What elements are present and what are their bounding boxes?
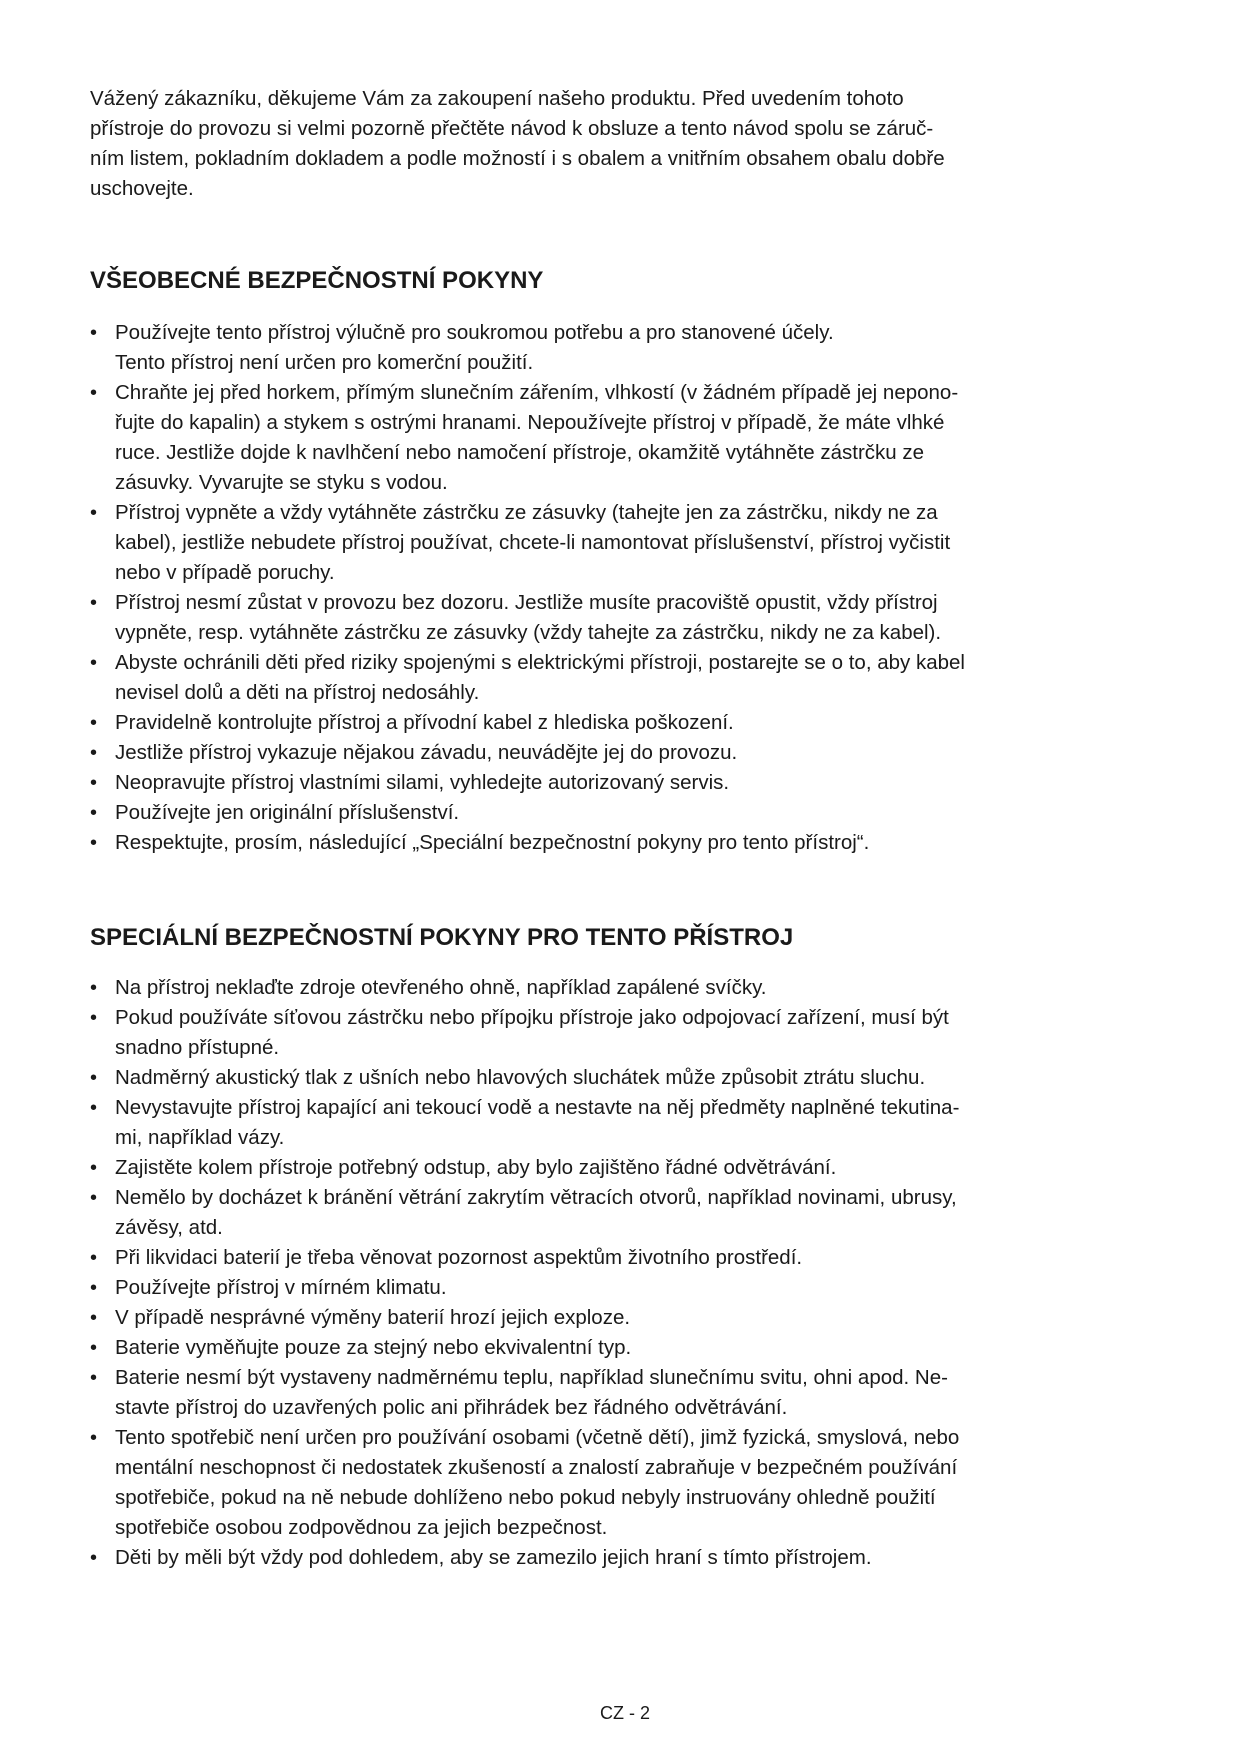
bullet-icon: • bbox=[90, 1187, 98, 1209]
text-line: Nevystavujte přístroj kapající ani tekoucí vodě a nestavte na něj předměty naplněné tekutina- bbox=[115, 1096, 960, 1119]
bullet-icon: • bbox=[90, 382, 98, 404]
text-line: Pravidelně kontrolujte přístroj a přívodní kabel z hlediska poškození. bbox=[115, 711, 734, 734]
list-item bbox=[90, 798, 1170, 828]
text-line: mi, například vázy. bbox=[115, 1126, 285, 1149]
text-line: Nemělo by docházet k bránění větrání zakrytím větracích otvorů, například novinami, ubrusy, bbox=[115, 1186, 957, 1209]
list-item bbox=[90, 1273, 1170, 1303]
list-item bbox=[90, 738, 1170, 768]
text-line: Tento přístroj není určen pro komerční použití. bbox=[115, 351, 534, 374]
bullet-icon: • bbox=[90, 802, 98, 824]
list-item bbox=[90, 318, 1170, 378]
list-item bbox=[90, 768, 1170, 798]
text-line: zásuvky. Vyvarujte se styku s vodou. bbox=[115, 471, 448, 494]
list-item bbox=[90, 1153, 1170, 1183]
text-line: Přístroj nesmí zůstat v provozu bez dozoru. Jestliže musíte pracoviště opustit, vždy přístroj bbox=[115, 591, 938, 614]
list-item bbox=[90, 1063, 1170, 1093]
list-item bbox=[90, 1003, 1170, 1063]
text-line: Vážený zákazníku, děkujeme Vám za zakoupení našeho produktu. Před uvedením tohoto bbox=[90, 87, 904, 110]
bullet-icon: • bbox=[90, 502, 98, 524]
list-item bbox=[90, 1093, 1170, 1153]
text-line: Používejte přístroj v mírném klimatu. bbox=[115, 1276, 447, 1299]
text-line: Neopravujte přístroj vlastními silami, vyhledejte autorizovaný servis. bbox=[115, 771, 730, 794]
text-line: přístroje do provozu si velmi pozorně přečtěte návod k obsluze a tento návod spolu se záruč- bbox=[90, 117, 934, 140]
text-line: Jestliže přístroj vykazuje nějakou závadu, neuvádějte jej do provozu. bbox=[115, 741, 738, 764]
bullet-icon: • bbox=[90, 772, 98, 794]
list-item bbox=[90, 648, 1170, 708]
text-line: Abyste ochránili děti před riziky spojenými s elektrickými přístroji, postarejte se o to, aby kabel bbox=[115, 651, 965, 674]
list-item bbox=[90, 1543, 1170, 1573]
text-line: spotřebiče, pokud na ně nebude dohlíženo nebo pokud nebyly instruovány ohledně použití bbox=[115, 1486, 936, 1509]
text-line: Baterie nesmí být vystaveny nadměrnému teplu, například slunečnímu svitu, ohni apod. Ne- bbox=[115, 1366, 948, 1389]
bullet-icon: • bbox=[90, 1067, 98, 1089]
text-line: Používejte tento přístroj výlučně pro soukromou potřebu a pro stanovené účely. bbox=[115, 321, 834, 344]
text-line: Při likvidaci baterií je třeba věnovat pozornost aspektům životního prostředí. bbox=[115, 1246, 803, 1269]
list-item bbox=[90, 1303, 1170, 1333]
bullet-icon: • bbox=[90, 592, 98, 614]
text-line: nevisel dolů a děti na přístroj nedosáhly. bbox=[115, 681, 480, 704]
general-safety-list bbox=[90, 318, 1170, 858]
bullet-icon: • bbox=[90, 1427, 98, 1449]
bullet-icon: • bbox=[90, 1307, 98, 1329]
bullet-icon: • bbox=[90, 1097, 98, 1119]
page-number: CZ - 2 bbox=[599, 1703, 650, 1723]
list-item bbox=[90, 1423, 1170, 1543]
section-heading-special-safety: SPECIÁLNÍ BEZPEČNOSTNÍ POKYNY PRO TENTO PŘÍSTROJ bbox=[90, 924, 794, 951]
text-line: Chraňte jej před horkem, přímým slunečním zářením, vlhkostí (v žádném případě jej nepono- bbox=[115, 381, 959, 404]
text-line: Baterie vyměňujte pouze za stejný nebo ekvivalentní typ. bbox=[115, 1336, 632, 1359]
text-line: ruce. Jestliže dojde k navlhčení nebo namočení přístroje, okamžitě vytáhněte zástrčku ze bbox=[115, 441, 925, 464]
bullet-icon: • bbox=[90, 1367, 98, 1389]
text-line: mentální neschopnost či nedostatek zkušeností a znalostí zabraňuje v bezpečném používání bbox=[115, 1456, 958, 1479]
list-item bbox=[90, 498, 1170, 588]
intro-paragraph bbox=[90, 84, 1170, 204]
text-line: Přístroj vypněte a vždy vytáhněte zástrčku ze zásuvky (tahejte jen za zástrčku, nikdy ne za bbox=[115, 501, 938, 524]
list-item bbox=[90, 1333, 1170, 1363]
text-line: řujte do kapalin) a stykem s ostrými hranami. Nepoužívejte přístroj v případě, že máte vlhké bbox=[115, 411, 945, 434]
text-line: Tento spotřebič není určen pro používání osobami (včetně dětí), jimž fyzická, smyslová, nebo bbox=[115, 1426, 960, 1449]
list-item bbox=[90, 828, 1170, 858]
list-item bbox=[90, 1363, 1170, 1423]
bullet-icon: • bbox=[90, 977, 98, 999]
bullet-icon: • bbox=[90, 1247, 98, 1269]
text-line: kabel), jestliže nebudete přístroj používat, chcete-li namontovat příslušenství, přístroj vyčistit bbox=[115, 531, 951, 554]
section-heading-general-safety: VŠEOBECNÉ BEZPEČNOSTNÍ POKYNY bbox=[90, 267, 544, 294]
text-line: snadno přístupné. bbox=[115, 1036, 280, 1059]
text-line: Na přístroj neklaďte zdroje otevřeného ohně, například zapálené svíčky. bbox=[115, 976, 767, 999]
text-line: Děti by měli být vždy pod dohledem, aby se zamezilo jejich hraní s tímto přístrojem. bbox=[115, 1546, 872, 1569]
text-line: Respektujte, prosím, následující „Speciální bezpečnostní pokyny pro tento přístroj“. bbox=[115, 831, 870, 854]
list-item bbox=[90, 973, 1170, 1003]
bullet-icon: • bbox=[90, 712, 98, 734]
text-line: nebo v případě poruchy. bbox=[115, 561, 335, 584]
text-line: Nadměrný akustický tlak z ušních nebo hlavových sluchátek může způsobit ztrátu sluchu. bbox=[115, 1066, 926, 1089]
text-line: stavte přístroj do uzavřených polic ani přihrádek bez řádného odvětrávání. bbox=[115, 1396, 788, 1419]
text-line: Používejte jen originální příslušenství. bbox=[115, 801, 460, 824]
text-line: vypněte, resp. vytáhněte zástrčku ze zásuvky (vždy tahejte za zástrčku, nikdy ne za kabel). bbox=[115, 621, 942, 644]
list-item bbox=[90, 708, 1170, 738]
list-item bbox=[90, 588, 1170, 648]
bullet-icon: • bbox=[90, 1007, 98, 1029]
bullet-icon: • bbox=[90, 652, 98, 674]
text-line: uschovejte. bbox=[90, 177, 194, 200]
list-item bbox=[90, 378, 1170, 498]
bullet-icon: • bbox=[90, 1547, 98, 1569]
text-line: Pokud používáte síťovou zástrčku nebo přípojku přístroje jako odpojovací zařízení, musí být bbox=[115, 1006, 949, 1029]
text-line: spotřebiče osobou zodpovědnou za jejich bezpečnost. bbox=[115, 1516, 608, 1539]
text-line: závěsy, atd. bbox=[115, 1216, 223, 1239]
bullet-icon: • bbox=[90, 742, 98, 764]
bullet-icon: • bbox=[90, 1337, 98, 1359]
text-line: ním listem, pokladním dokladem a podle možností i s obalem a vnitřním obsahem obalu dobře bbox=[90, 147, 945, 170]
bullet-icon: • bbox=[90, 832, 98, 854]
bullet-icon: • bbox=[90, 1277, 98, 1299]
list-item bbox=[90, 1243, 1170, 1273]
text-line: Zajistěte kolem přístroje potřebný odstup, aby bylo zajištěno řádné odvětrávání. bbox=[115, 1156, 837, 1179]
bullet-icon: • bbox=[90, 1157, 98, 1179]
text-line: V případě nesprávné výměny baterií hrozí jejich exploze. bbox=[115, 1306, 631, 1329]
special-safety-list bbox=[90, 973, 1170, 1573]
list-item bbox=[90, 1183, 1170, 1243]
bullet-icon: • bbox=[90, 322, 98, 344]
